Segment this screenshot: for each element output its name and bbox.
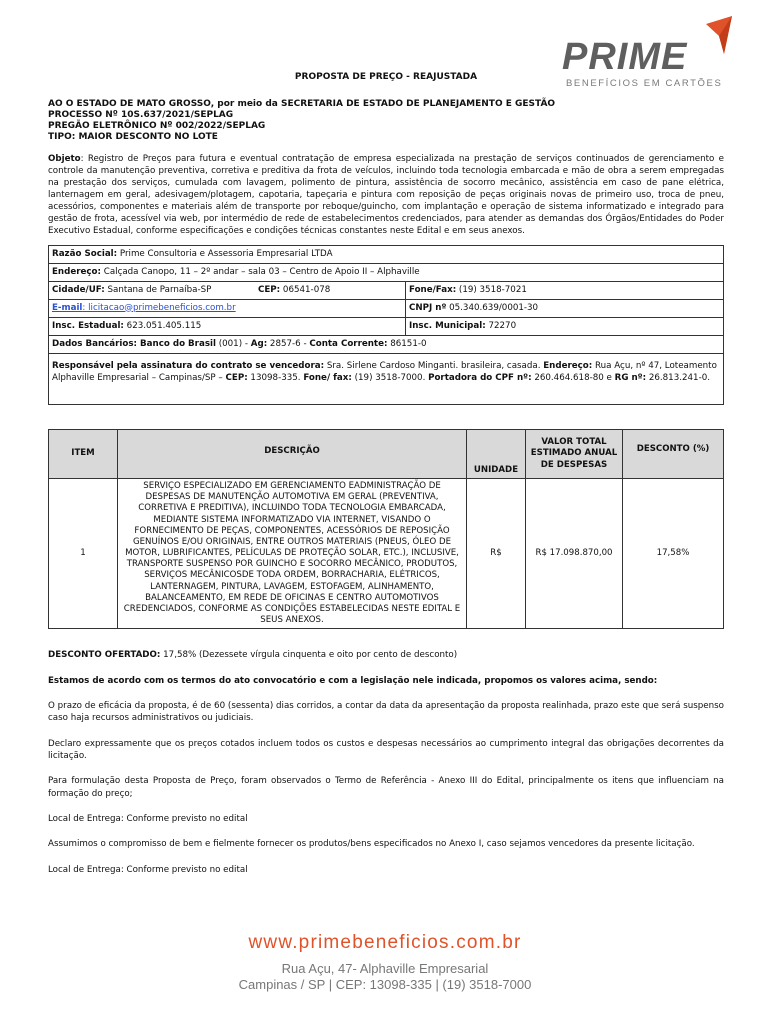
insc-municipal-value: 72270	[485, 320, 517, 331]
desconto-value: 17,58% (Dezessete vírgula cinquenta e oito por cento de desconto)	[160, 650, 458, 661]
processo-line: PROCESSO Nº 10S.637/2021/SEPLAG	[48, 109, 234, 120]
declaro-paragraph: Declaro expressamente que os preços cotados incluem todos os custos e despesas necessários ao cumprimento integral das obrigações decorrentes da licitação.	[48, 738, 724, 762]
objeto-label: Objeto	[48, 153, 81, 164]
formulacao-paragraph: Para formulação desta Proposta de Preço, foram observados o Termo de Referência - Anexo III do Edital, principalmente os itens que influenciam na formação do preço;	[48, 776, 724, 799]
cnpj-cell	[406, 299, 724, 317]
local-entrega-2: Local de Entrega: Conforme previsto no edital	[48, 864, 248, 875]
razao-value: Prime Consultoria e Assessoria Empresarial LTDA	[117, 248, 333, 259]
cell-unidade: R$	[467, 479, 526, 629]
email-cell	[49, 299, 406, 317]
insc-estadual-label: Insc. Estadual:	[52, 320, 124, 331]
footer-website[interactable]: www.primebeneficios.com.br	[248, 932, 522, 953]
objeto-text: : Registro de Preços para futura e eventual contratação de empresa especializada na prestação de serviços continuados de gerenciamento e controle da manutenção preventiva, corretiva e preditiva da frota de veículos, incluindo toda tecnologia embarcada e mão de obra a serem empregadas na prestação dos serviços, cumulada com lavagem, polimento de pintura, assistência de socorro mecânico, assistência em caso de pane elétrica, lanternagem em geral, adesivagem/plotagem, capotaria, tapeçaria e pintura com reposição de peças originais novas de primeiro uso, troca de pneu, acessórios, componentes e materiais além de transporte por reboque/guincho, com implantação e operação de sistema informatizado e integrado para gestão de frota, acessível via web, por intermédio de rede de estabelecimentos credenciados, para atender as demandas dos Órgãos/Entidades do Poder Executivo Estadual, conforme especificações e condições técnicas constantes neste Edital e em seus anexos.	[48, 153, 724, 236]
desconto-label: DESCONTO OFERTADO:	[48, 650, 161, 661]
objeto-paragraph	[48, 153, 724, 237]
logo-tagline: BENEFÍCIOS EM CARTÕES	[566, 78, 723, 89]
insc-estadual-value: 623.051.405.115	[123, 320, 202, 331]
document-body	[48, 72, 724, 876]
desconto-ofertado	[48, 649, 724, 661]
items-table	[48, 429, 724, 629]
banco-value: (001) -	[215, 338, 251, 349]
responsavel-name: Sra. Sirlene Cardoso Minganti. brasileira, casada.	[324, 360, 544, 371]
responsavel-rg: 26.813.241-0.	[646, 372, 710, 383]
cell-item: 1	[49, 479, 118, 629]
addressee-line: AO O ESTADO DE MATO GROSSO, por meio da SECRETARIA DE ESTADO DE PLANEJAMENTO E GESTÃO	[48, 98, 556, 109]
dados-bancarios-cell	[49, 335, 724, 353]
cidade-value: Santana de Parnaíba-SP	[104, 284, 212, 295]
insc-municipal-label: Insc. Municipal:	[409, 320, 486, 331]
header-valor: VALOR TOTAL ESTIMADO ANUAL DE DESPESAS	[526, 430, 623, 479]
responsavel-cep: 13098-335.	[247, 372, 304, 383]
conta-label: Conta Corrente:	[309, 338, 388, 349]
addressee-block	[48, 99, 724, 143]
footer-city: Campinas / SP | CEP: 13098-335 | (19) 3518-7000	[238, 977, 532, 992]
insc-municipal-cell	[406, 317, 724, 335]
endereco-value: Calçada Canopo, 11 – 2º andar – sala 03 – Centro de Apoio II – Alphaville	[101, 266, 420, 277]
cell-descricao: SERVIÇO ESPECIALIZADO EM GERENCIAMENTO EADMINISTRAÇÃO DE DESPESAS DE MANUTENÇÃO AUTOMOTIVA EM GERAL (PREVENTIVA, CORRETIVA E PREDITIVA), INCLUINDO TODA TECNOLOGIA EMBARCADA, MEDIANTE SISTEMA INFORMATIZADO VIA INTERNET, VISANDO O FORNECIMENTO DE PEÇAS, COMPONENTES, ACESSÓRIOS DE REPOSIÇÃO GENUÍNOS E/OU ORIGINAIS, ENTRE OUTROS MATERIAIS (PNEUS, ÓLEO DE MOTOR, LUBRIFICANTES, PELÍCULAS DE PROTEÇÃO SOLAR, ETC.), INCLUSIVE, TRANSPORTE SUSPENSO POR GUINCHO E SOCORRO MECÂNICO, PRODUTOS, SERVIÇOS MECÂNICOSDE TODA ORDEM, BORRACHARIA, ELÉTRICOS, LANTERNAGEM, PINTURA, LAVAGEM, ESTOFAGEM, ALINHAMENTO, BALANCEAMENTO, EM REDE DE OFICINAS E CENTRO AUTOMOTIVOS CREDENCIADOS, CONFORME AS CONDIÇÕES ESTABELECIDAS NESTE EDITAL E SEUS ANEXOS.	[118, 479, 467, 629]
razao-social-cell	[49, 245, 724, 263]
conta-value: 86151-0	[387, 338, 427, 349]
cep-cell	[255, 281, 406, 299]
agencia-label: Ag:	[250, 338, 268, 349]
company-info-table	[48, 245, 724, 405]
cidade-label: Cidade/UF:	[52, 284, 105, 295]
email-label[interactable]: E-mail	[52, 302, 83, 313]
responsavel-rg-label: RG nº:	[614, 372, 647, 383]
assumimos-paragraph: Assumimos o compromisso de bem e fielmente fornecer os produtos/bens especificados no Anexo I, caso sejamos vencedores da presente licitação.	[48, 839, 695, 850]
pregao-line: PREGÃO ELETRÔNICO Nº 002/2022/SEPLAG	[48, 120, 266, 131]
responsavel-cell	[49, 353, 724, 404]
responsavel-cep-label: CEP:	[225, 372, 248, 383]
local-entrega-1: Local de Entrega: Conforme previsto no edital	[48, 814, 248, 825]
cidade-cell	[49, 281, 256, 299]
cell-desconto: 17,58%	[623, 479, 724, 629]
fone-cell	[406, 281, 724, 299]
insc-estadual-cell	[49, 317, 406, 335]
responsavel-cpf: 260.464.618-80 e	[531, 372, 615, 383]
fone-label: Fone/Fax:	[409, 284, 457, 295]
responsavel-endereco: Rua Açu, nº 47, Loteamento Alphaville Empresarial – Campinas/SP –	[52, 360, 717, 383]
arrow-icon	[702, 14, 736, 58]
cnpj-label: CNPJ nº	[409, 302, 447, 313]
fone-value: (19) 3518-7021	[456, 284, 527, 295]
responsavel-endereco-label: Endereço:	[543, 360, 593, 371]
banco-label: Dados Bancários: Banco do Brasil	[52, 338, 216, 349]
prazo-paragraph: O prazo de eficácia da proposta, é de 60 (sessenta) dias corridos, a contar da data da apresentação da proposta realinhada, prazo este que será suspenso caso haja recursos administrativos ou judiciais.	[48, 701, 724, 724]
acordo-paragraph: Estamos de acordo com os termos do ato convocatório e com a legislação nele indicada, propomos os valores acima, sendo:	[48, 675, 658, 686]
razao-label: Razão Social:	[52, 248, 118, 259]
table-row	[49, 479, 724, 629]
tipo-line: TIPO: MAIOR DESCONTO NO LOTE	[48, 131, 218, 142]
header-desconto: DESCONTO (%)	[623, 430, 724, 479]
cell-valor: R$ 17.098.870,00	[526, 479, 623, 629]
logo-wordmark: PRIME	[562, 36, 688, 78]
cep-value: 06541-078	[280, 284, 331, 295]
items-header-row	[49, 430, 724, 479]
email-link[interactable]: : licitacao@primebeneficios.com.br	[82, 302, 236, 313]
agencia-value: 2857-6 -	[267, 338, 310, 349]
responsavel-fone: (19) 3518-7000.	[351, 372, 429, 383]
footer-address: Rua Açu, 47- Alphaville Empresarial	[281, 961, 489, 976]
header-unidade: UNIDADE	[467, 430, 526, 479]
endereco-label: Endereço:	[52, 266, 101, 277]
cnpj-value: 05.340.639/0001-30	[446, 302, 539, 313]
endereco-cell	[49, 263, 724, 281]
responsavel-cpf-label: Portadora do CPF nº:	[428, 372, 532, 383]
cep-label: CEP:	[258, 284, 281, 295]
header-descricao: DESCRIÇÃO	[118, 430, 467, 479]
header-item: ITEM	[49, 430, 118, 479]
responsavel-fone-label: Fone/ fax:	[303, 372, 352, 383]
document-title: PROPOSTA DE PREÇO - REAJUSTADA	[294, 72, 478, 82]
responsavel-label: Responsável pela assinatura do contrato se vencedora:	[52, 360, 325, 371]
